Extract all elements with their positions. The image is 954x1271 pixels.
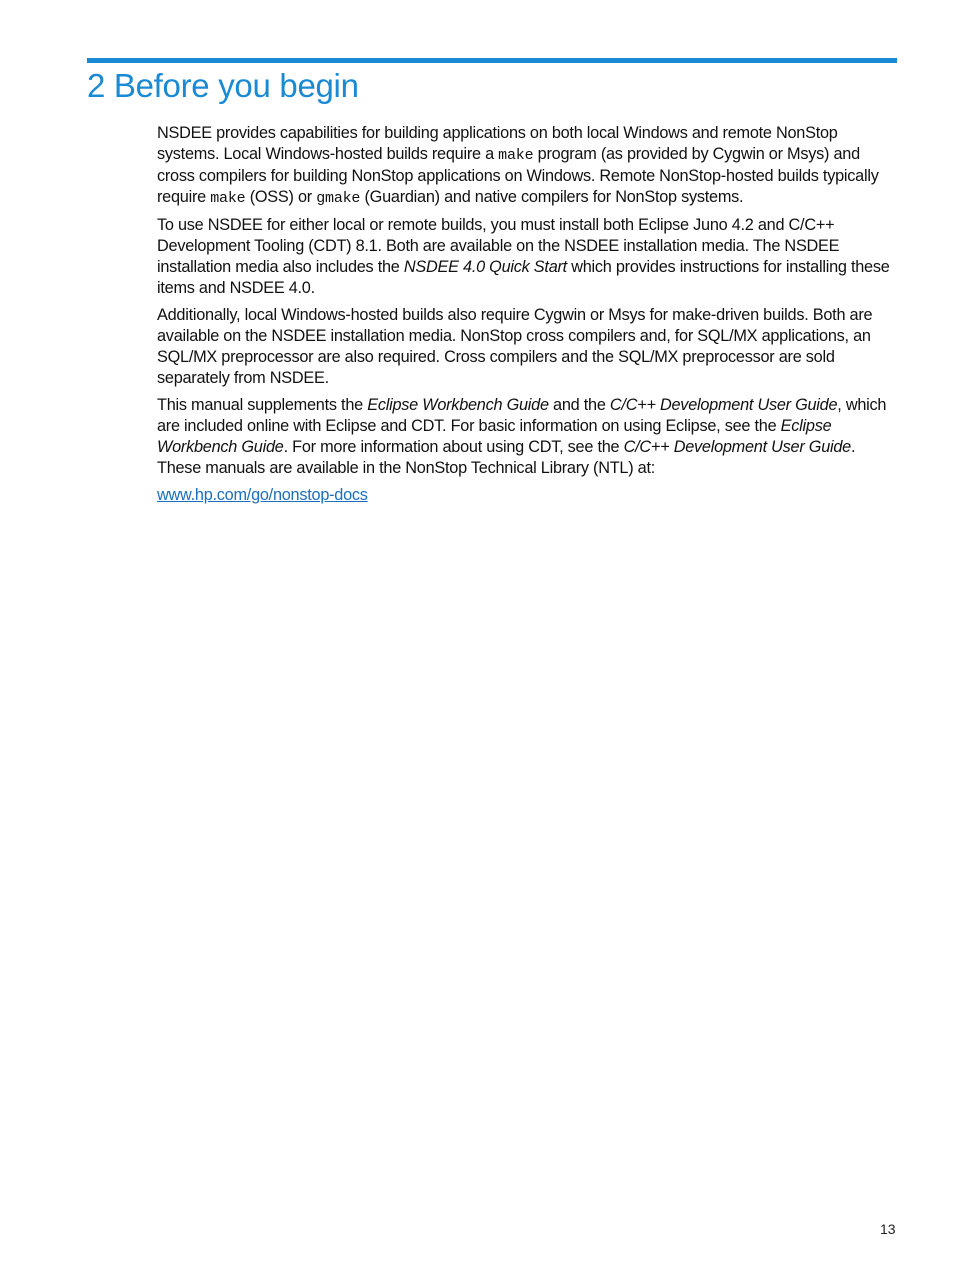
text-run: , which are included online with Eclipse and CDT. For basic information on using Eclipse, see the	[157, 396, 887, 435]
chapter-body	[157, 123, 899, 512]
text-run: . These manuals are available in the NonStop Technical Library (NTL) at:	[157, 438, 856, 477]
book-title-quick-start: NSDEE 4.0 Quick Start	[403, 258, 567, 276]
page-number: 13	[880, 1221, 896, 1237]
chapter-title: 2 Before you begin	[87, 67, 359, 104]
paragraph-link	[157, 485, 899, 506]
text-run: Additionally, local Windows-hosted builds also require Cygwin or Msys for make-driven builds. Both are available on the NSDEE installation media. NonStop cross compilers and, for SQL/MX applications, an SQL/MX preprocessor are also required. Cross compilers and the SQL/MX preprocessor are sold separately from NSDEE.	[157, 306, 873, 387]
text-run: and the	[548, 396, 610, 414]
text-run: which provides instructions for installing these items and NSDEE 4.0.	[157, 258, 890, 297]
paragraph-intro	[157, 123, 899, 209]
text-run: NSDEE provides capabilities for building applications on both local Windows and remote NonStop systems. Local Windows-hosted builds require a	[157, 124, 838, 163]
text-run: program (as provided by Cygwin or Msys) and cross compilers for building NonStop applications on Windows. Remote NonStop-hosted builds typically require	[157, 145, 879, 206]
book-title-workbench: Eclipse Workbench Guide	[367, 396, 549, 414]
code-gmake: gmake	[316, 190, 361, 207]
nonstop-docs-link[interactable]: www.hp.com/go/nonstop-docs	[157, 486, 368, 504]
paragraph-manuals	[157, 395, 899, 479]
chapter-top-rule	[87, 58, 897, 63]
text-run: (Guardian) and native compilers for NonStop systems.	[360, 188, 744, 206]
book-title-cdt: C/C++ Development User Guide	[609, 396, 838, 414]
paragraph-install	[157, 215, 899, 299]
code-make-oss: make	[210, 190, 246, 207]
book-title-cdt: C/C++ Development User Guide	[623, 438, 851, 456]
text-run: To use NSDEE for either local or remote builds, you must install both Eclipse Juno 4.2 and C/C++ Development Tooling (CDT) 8.1. Both are available on the NSDEE installation media. The NSDEE installation media also includes the	[157, 216, 840, 276]
paragraph-requirements	[157, 305, 899, 389]
text-run: . For more information about using CDT, see the	[283, 438, 624, 456]
text-run: This manual supplements the	[157, 396, 368, 414]
book-title-workbench: Eclipse Workbench Guide	[157, 417, 832, 456]
code-make: make	[498, 147, 534, 164]
text-run: (OSS) or	[245, 188, 317, 206]
